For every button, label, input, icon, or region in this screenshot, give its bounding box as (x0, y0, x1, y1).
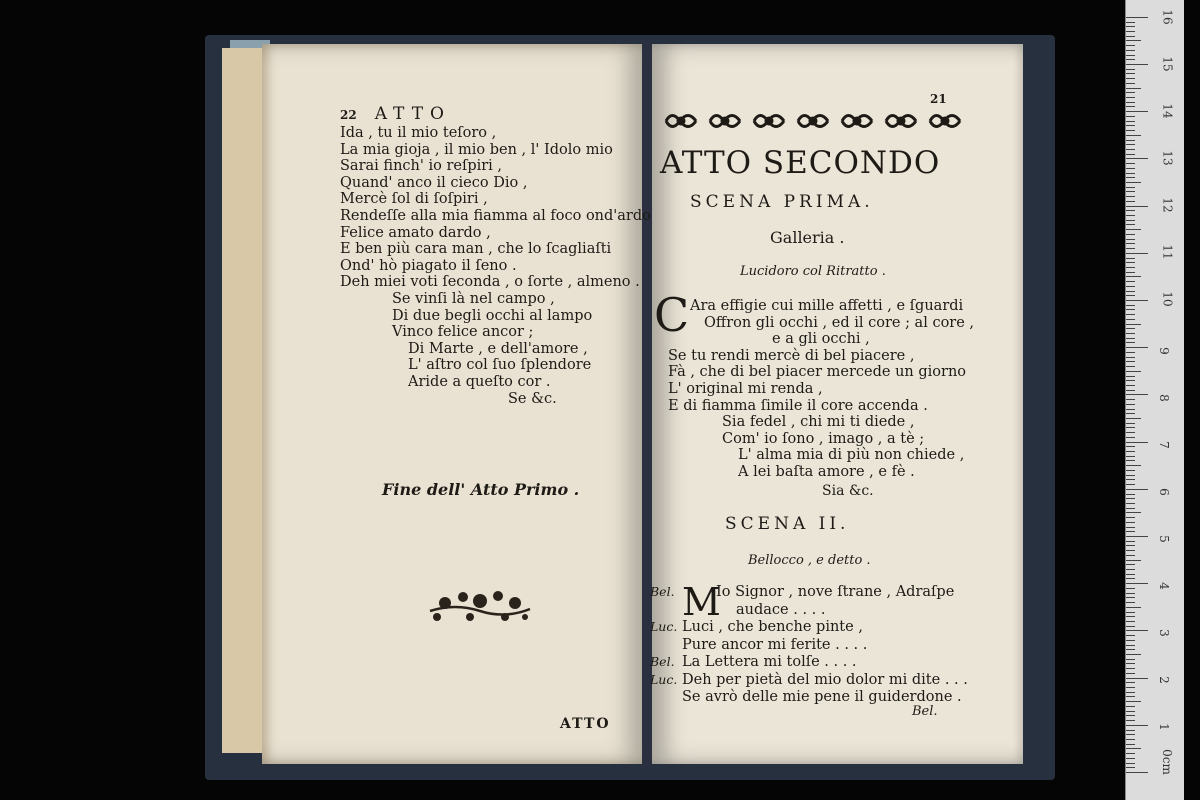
speaker: Bel. (650, 654, 675, 669)
da-capo: Sia &c. (822, 483, 874, 499)
drop-cap: M (682, 580, 721, 624)
ruler-tick (1126, 55, 1135, 56)
ruler-tick (1126, 224, 1135, 225)
ruler-tick (1126, 319, 1135, 320)
aria-line: Com' io ſono , imago , a tè ; (722, 430, 925, 447)
ruler-tick (1126, 772, 1148, 773)
ruler-tick (1126, 154, 1135, 155)
verse-line: E ben più cara man , che lo ſcagliaſti (340, 241, 612, 258)
ruler-tick (1126, 234, 1135, 235)
ruler-tick (1126, 446, 1135, 447)
ruler-tick (1126, 106, 1135, 107)
ruler-tick (1126, 498, 1135, 499)
right-page-number: 21 (930, 92, 947, 106)
ruler-label: 10 (1160, 291, 1175, 307)
ruler-tick (1126, 673, 1135, 674)
dialog-line (650, 654, 968, 672)
ruler-tick (1126, 550, 1135, 551)
ruler-tick (1126, 659, 1135, 660)
ruler-tick (1126, 267, 1135, 268)
ruler-tick (1126, 92, 1135, 93)
ruler-tick (1126, 479, 1135, 480)
verse-line: Fà , che di bel piacer mercede un giorno (668, 364, 967, 381)
ruler-tick (1126, 635, 1135, 636)
ruler-tick (1126, 144, 1135, 145)
ruler-label: 7 (1156, 441, 1171, 449)
ruler-tick (1126, 26, 1135, 27)
ruler-tick (1126, 73, 1135, 74)
aria-line: Di Marte , e dell'amore , (408, 340, 588, 357)
ruler-tick (1126, 366, 1135, 367)
ruler-label: 9 (1156, 347, 1171, 355)
ruler-tick (1126, 564, 1135, 565)
ruler-label: 3 (1156, 629, 1171, 637)
ruler-tick (1126, 531, 1135, 532)
ruler-tick (1126, 305, 1135, 306)
ruler-tick (1126, 182, 1141, 183)
verse-line: L' original mi renda , (668, 380, 823, 397)
verse-line: Offron gli occhi , ed il core ; al core , (704, 314, 975, 331)
ruler-tick (1126, 253, 1148, 254)
ruler-tick (1126, 607, 1141, 608)
ruler-tick (1126, 291, 1135, 292)
ruler-tick (1126, 545, 1135, 546)
ruler-tick (1126, 489, 1148, 490)
measurement-ruler (1125, 0, 1184, 800)
ruler-label: 14 (1160, 103, 1175, 119)
ruler-tick (1126, 475, 1135, 476)
ruler-tick (1126, 730, 1135, 731)
scene-setting: Galleria . (770, 228, 845, 247)
dialog-line (650, 584, 968, 602)
ruler-tick (1126, 338, 1135, 339)
ruler-tick (1126, 69, 1135, 70)
ruler-tick (1126, 215, 1135, 216)
ruler-tick (1126, 536, 1148, 537)
ruler-tick (1126, 376, 1135, 377)
ruler-tick (1126, 720, 1135, 721)
ruler-tick (1126, 597, 1135, 598)
ruler-tick (1126, 758, 1135, 759)
ruler-tick (1126, 352, 1135, 353)
ruler-tick (1126, 560, 1141, 561)
ruler-tick (1126, 626, 1135, 627)
ruler-tick (1126, 258, 1135, 259)
ruler-tick (1126, 413, 1135, 414)
ruler-tick (1126, 602, 1135, 603)
aria-line: Sia fedel , chi mi ti diede , (722, 414, 915, 431)
ruler-tick (1126, 385, 1135, 386)
ruler-tick (1126, 64, 1148, 65)
ruler-tick (1126, 465, 1141, 466)
verse-line: Ara effigie cui mille affetti , e ſguardi (690, 298, 964, 314)
ruler-tick (1126, 744, 1135, 745)
act-title: ATTO SECONDO (660, 145, 941, 181)
ruler-label: 11 (1160, 244, 1175, 260)
ruler-tick (1126, 50, 1135, 51)
dialog-line (650, 602, 968, 620)
ruler-tick (1126, 177, 1135, 178)
floral-ornament-icon (425, 585, 535, 625)
verse-line: Felice amato dardo , (340, 224, 491, 241)
stage-direction: Lucidoro col Ritratto . (740, 264, 886, 279)
ruler-tick (1126, 715, 1135, 716)
left-catchword: ATTO (560, 716, 611, 732)
ruler-tick (1126, 125, 1135, 126)
ruler-tick (1126, 116, 1135, 117)
stage-direction: Bellocco , e detto . (748, 553, 871, 568)
ruler-label: 16 (1160, 9, 1175, 25)
verse-line: Sarai finch' io reſpiri , (340, 158, 503, 175)
dialog-line (650, 672, 968, 690)
left-running-head (340, 104, 451, 124)
dialog-line (650, 619, 968, 637)
aria-line: A lei baſta amore , e fè . (738, 463, 915, 480)
ruler-tick (1126, 418, 1141, 419)
ruler-tick (1126, 59, 1135, 60)
ruler-tick (1126, 97, 1135, 98)
ruler-tick (1126, 78, 1135, 79)
ruler-tick (1126, 163, 1135, 164)
ruler-tick (1126, 616, 1135, 617)
verse-line: Ond' hò piagato il ſeno . (340, 257, 517, 274)
ruler-label: 5 (1156, 535, 1171, 543)
da-capo: Se &c. (508, 390, 557, 407)
ruler-tick (1126, 739, 1135, 740)
ruler-tick (1126, 220, 1135, 221)
drop-cap: C (654, 288, 690, 342)
ruler-tick (1126, 678, 1148, 679)
ruler-tick (1126, 309, 1135, 310)
ruler-tick (1126, 201, 1135, 202)
verse-line: E di fiamma ſimile il core accenda . (668, 397, 928, 414)
ruler-tick (1126, 390, 1135, 391)
ruler-tick (1126, 574, 1135, 575)
ruler-tick (1126, 22, 1135, 23)
ruler-tick (1126, 168, 1135, 169)
dialog-text: audace . . . . (736, 601, 826, 618)
act-end-heading: Fine dell' Atto Primo . (382, 480, 580, 499)
ruler-tick (1126, 645, 1135, 646)
ruler-tick (1126, 206, 1148, 207)
ruler-tick (1126, 508, 1135, 509)
aria-line: Se vinſi là nel campo , (392, 290, 555, 307)
ruler-label: 15 (1160, 56, 1175, 72)
ruler-label: 1 (1156, 723, 1171, 731)
ruler-tick (1126, 734, 1135, 735)
verse-line: Mercè ſol di ſoſpiri , (340, 191, 488, 208)
ruler-label: 13 (1160, 150, 1175, 166)
dialog-text: La Lettera mi tolſe . . . . (682, 654, 857, 670)
ruler-tick (1126, 262, 1135, 263)
dialog-line (650, 637, 968, 655)
ruler-tick (1126, 503, 1135, 504)
ruler-tick (1126, 668, 1135, 669)
ruler-tick (1126, 767, 1135, 768)
ruler-tick (1126, 158, 1148, 159)
ruler-tick (1126, 239, 1135, 240)
ruler-tick (1126, 494, 1135, 495)
ruler-tick (1126, 31, 1135, 32)
ruler-tick (1126, 40, 1141, 41)
ruler-tick (1126, 243, 1135, 244)
aria-line: Aride a queſto cor . (408, 373, 551, 390)
ruler-tick (1126, 328, 1135, 329)
verse-line: Quand' anco il cieco Dio , (340, 174, 528, 191)
ruler-tick (1126, 272, 1135, 273)
speaker: Bel. (650, 584, 675, 599)
ruler-tick (1126, 17, 1148, 18)
ruler-tick (1126, 640, 1135, 641)
ruler-tick (1126, 649, 1135, 650)
ruler-tick (1126, 404, 1135, 405)
ruler-tick (1126, 102, 1135, 103)
ruler-tick (1126, 630, 1148, 631)
ruler-tick (1126, 333, 1135, 334)
ruler-tick (1126, 371, 1141, 372)
ruler-tick (1126, 36, 1135, 37)
ruler-tick (1126, 451, 1135, 452)
ruler-tick (1126, 470, 1135, 471)
ruler-tick (1126, 196, 1135, 197)
ruler-tick (1126, 45, 1135, 46)
ruler-tick (1126, 300, 1148, 301)
ruler-tick (1126, 460, 1135, 461)
ruler-tick (1126, 569, 1135, 570)
speaker: Luc. (650, 619, 678, 634)
ruler-tick (1126, 748, 1141, 749)
ruler-tick (1126, 229, 1141, 230)
ruler-tick (1126, 682, 1135, 683)
verse-line: La mia gioja , il mio ben , l' Idolo mio (340, 141, 613, 158)
dialog-text: Se avrò delle mie pene il guiderdone . (682, 689, 962, 705)
ruler-tick (1126, 612, 1135, 613)
ruler-tick (1126, 701, 1141, 702)
verse-line: e a gli occhi , (772, 331, 870, 348)
ruler-label: 2 (1156, 676, 1171, 684)
dialog-block (650, 580, 968, 707)
verse-line: Rendeſſe alla mia fiamma al foco ond'ardo (340, 207, 651, 224)
ruler-tick (1126, 522, 1135, 523)
aria-line: L' alma mia di più non chiede , (738, 447, 965, 464)
dialog-text: Luci , che benche pinte , (682, 619, 863, 635)
ruler-tick (1126, 725, 1148, 726)
left-head-text: ATTO (374, 104, 451, 124)
ruler-tick (1126, 687, 1135, 688)
ruler-label: 4 (1156, 582, 1171, 590)
scene-title: SCENA PRIMA. (690, 192, 874, 212)
ruler-tick (1126, 276, 1141, 277)
ruler-tick (1126, 527, 1135, 528)
ruler-tick (1126, 555, 1135, 556)
ruler-tick (1126, 578, 1135, 579)
ruler-tick (1126, 191, 1135, 192)
ruler-tick (1126, 711, 1135, 712)
ruler-tick (1126, 692, 1135, 693)
dialog-text: Io Signor , nove ſtrane , Adraſpe (716, 584, 955, 600)
ruler-tick (1126, 130, 1135, 131)
ruler-tick (1126, 696, 1135, 697)
ruler-tick (1126, 763, 1135, 764)
verse-line: Deh miei voti ſeconda , o ſorte , almeno . (340, 274, 640, 291)
ruler-tick (1126, 140, 1135, 141)
ruler-label: 12 (1160, 197, 1175, 213)
ruler-tick (1126, 484, 1135, 485)
ruler-tick (1126, 432, 1135, 433)
ruler-label: 8 (1156, 394, 1171, 402)
ruler-tick (1126, 394, 1148, 395)
ruler-tick (1126, 399, 1135, 400)
ruler-tick (1126, 347, 1148, 348)
dialog-text: Pure ancor mi ferite . . . . (682, 636, 868, 653)
ruler-tick (1126, 423, 1135, 424)
ruler-tick (1126, 583, 1148, 584)
ruler-tick (1126, 357, 1135, 358)
aria-line: Vinco felice ancor ; (392, 324, 534, 341)
ruler-tick (1126, 588, 1135, 589)
ruler-tick (1126, 621, 1135, 622)
verse-line: Ida , tu il mio teſoro , (340, 125, 497, 141)
ruler-tick (1126, 210, 1135, 211)
verse-line: Se tu rendi mercè di bel piacere , (668, 347, 915, 364)
ruler-tick (1126, 427, 1135, 428)
ruler-tick (1126, 286, 1135, 287)
ruler-tick (1126, 121, 1135, 122)
aria-line: Di due begli occhi al lampo (392, 307, 593, 324)
ruler-tick (1126, 314, 1135, 315)
ruler-label: 6 (1156, 488, 1171, 496)
ruler-tick (1126, 187, 1135, 188)
typographic-ornament-icon (662, 106, 967, 136)
left-verse-block (340, 125, 651, 407)
ruler-tick (1126, 437, 1135, 438)
ruler-tick (1126, 442, 1148, 443)
scene-title: SCENA II. (725, 514, 850, 534)
ruler-tick (1126, 380, 1135, 381)
ruler-tick (1126, 111, 1148, 112)
ruler-tick (1126, 88, 1141, 89)
ruler-tick (1126, 593, 1135, 594)
left-page-number: 22 (340, 108, 357, 122)
ruler-tick (1126, 361, 1135, 362)
right-catchword: Bel. (912, 704, 938, 719)
ruler-tick (1126, 654, 1141, 655)
speaker: Luc. (650, 671, 678, 687)
dialog-text: Deh per pietà del mio dolor mi dite . . . (682, 671, 968, 688)
ruler-tick (1126, 281, 1135, 282)
ruler-tick (1126, 248, 1135, 249)
ruler-tick (1126, 517, 1135, 518)
ruler-tick (1126, 512, 1141, 513)
ruler-tick (1126, 753, 1135, 754)
ruler-tick (1126, 324, 1141, 325)
ruler-tick (1126, 295, 1135, 296)
aria-line: L' aſtro col ſuo ſplendore (408, 357, 592, 374)
ruler-tick (1126, 541, 1135, 542)
ruler-tick (1126, 706, 1135, 707)
ruler-tick (1126, 149, 1135, 150)
ruler-tick (1126, 173, 1135, 174)
ruler-tick (1126, 409, 1135, 410)
right-verse-block (668, 298, 974, 481)
ruler-tick (1126, 135, 1141, 136)
ruler-tick (1126, 663, 1135, 664)
ruler-tick (1126, 342, 1135, 343)
ruler-tick (1126, 456, 1135, 457)
ruler-tick (1126, 83, 1135, 84)
ruler-label: 0cm (1159, 749, 1174, 775)
